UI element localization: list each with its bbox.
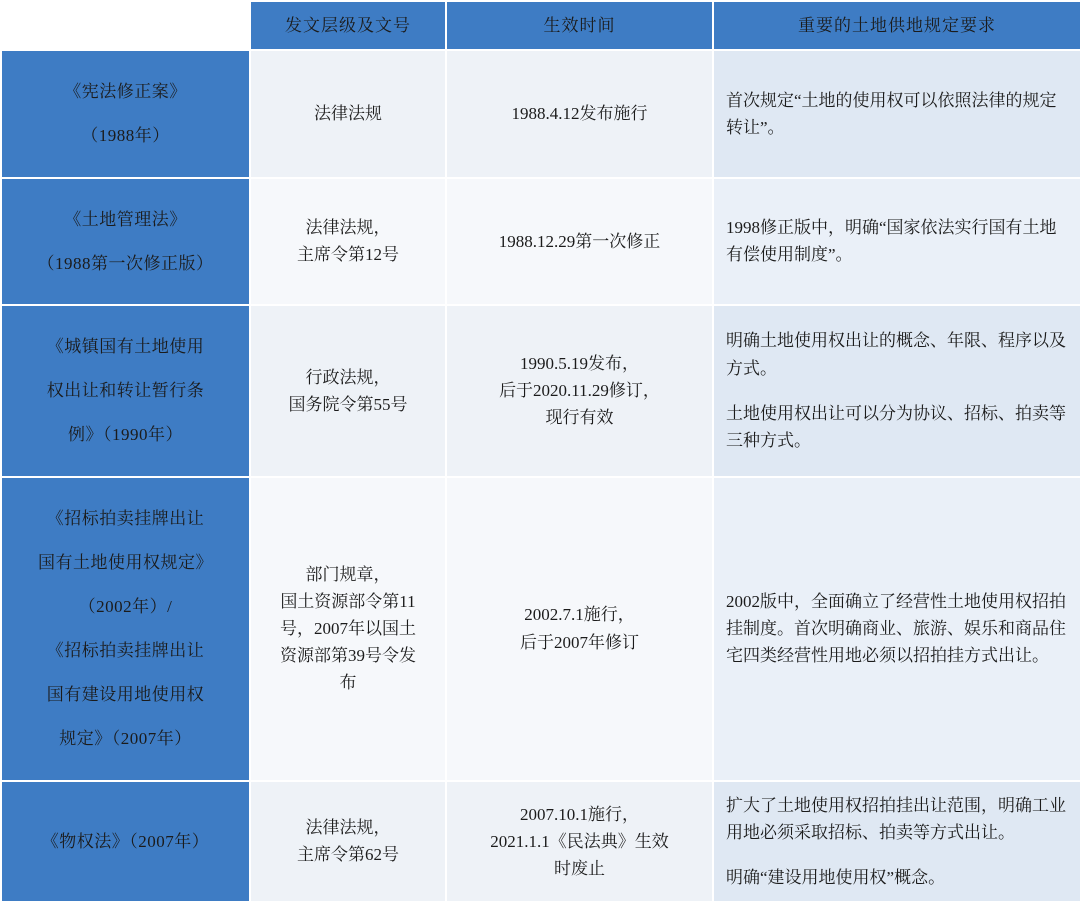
row-label-line: 权出让和转让暂行条 <box>46 381 205 401</box>
row-label-line: （1988年） <box>81 126 170 146</box>
cell-effective-date <box>446 50 713 177</box>
row-label-line: 例》（1990年） <box>68 425 183 445</box>
cell-line: 法律法规， <box>305 218 391 238</box>
cell-line: 布 <box>339 673 357 693</box>
cell-level <box>250 305 446 477</box>
cell-line: 部门规章， <box>305 564 391 584</box>
cell-line: 国务院令第55号 <box>288 394 408 414</box>
requirement-paragraph: 首次规定“土地的使用权可以依照法律的规定转让”。 <box>726 90 1057 137</box>
table-row <box>1 477 1080 781</box>
row-label-line: 国有建设用地使用权 <box>46 685 205 705</box>
row-label-line: 国有土地使用权规定》 <box>38 552 213 572</box>
row-label-land-administration-law <box>1 178 250 305</box>
requirement-paragraph: 扩大了土地使用权招拍挂出让范围，明确工业用地必须采取招标、拍卖等方式出让。 <box>726 795 1066 842</box>
cell-line: 1988.12.29第一次修正 <box>498 231 661 251</box>
cell-line: 法律法规， <box>305 818 391 838</box>
cell-line: 主席令第62号 <box>297 845 399 865</box>
requirement-paragraph: 明确“建设用地使用权”概念。 <box>726 868 946 887</box>
cell-line: 时废止 <box>554 859 605 878</box>
cell-level <box>250 477 446 781</box>
row-label-line: 《物权法》（2007年） <box>41 831 210 851</box>
cell-level <box>250 781 446 903</box>
table-header-cell-requirements: 重要的土地供地规定要求 <box>713 1 1080 50</box>
cell-line: 后于2007年修订 <box>520 632 639 652</box>
cell-line: 2007.10.1施行， <box>520 804 639 824</box>
cell-requirements <box>713 305 1080 477</box>
cell-line: 现行有效 <box>545 408 614 428</box>
row-label-line: 《城镇国有土地使用 <box>46 336 205 356</box>
row-label-line: 规定》（2007年） <box>59 729 192 749</box>
cell-line: 1988.4.12发布施行 <box>511 104 648 124</box>
requirement-paragraph: 2002版中，全面确立了经营性土地使用权招拍挂制度。首次明确商业、旅游、娱乐和商品住宅四类经营性用地必须以招拍挂方式出让。 <box>726 591 1066 666</box>
cell-line: 号，2007年以国土 <box>280 618 416 638</box>
cell-requirements <box>713 781 1080 903</box>
requirement-paragraph: 1998修正版中，明确“国家依法实行国有土地有偿使用制度”。 <box>726 218 1057 265</box>
row-label-constitution-amendment <box>1 50 250 177</box>
table-header-cell-level: 发文层级及文号 <box>250 1 446 50</box>
row-label-property-law <box>1 781 250 903</box>
cell-line: 国土资源部令第11 <box>280 591 416 611</box>
row-label-line: 《招标拍卖挂牌出让 <box>46 641 205 661</box>
table-row <box>1 178 1080 305</box>
requirement-paragraph: 土地使用权出让可以分为协议、招标、拍卖等三种方式。 <box>726 403 1066 450</box>
cell-effective-date <box>446 305 713 477</box>
row-label-line: （2002年）/ <box>78 596 173 616</box>
table-row <box>1 50 1080 177</box>
cell-line: 1990.5.19发布， <box>520 353 639 373</box>
cell-effective-date <box>446 781 713 903</box>
cell-effective-date <box>446 477 713 781</box>
cell-effective-date <box>446 178 713 305</box>
row-label-line: （1988第一次修正版） <box>37 253 214 273</box>
requirement-paragraph: 明确土地使用权出让的概念、年限、程序以及方式。 <box>726 331 1066 378</box>
cell-requirements <box>713 477 1080 781</box>
row-label-line: 《土地管理法》 <box>64 209 187 229</box>
table-row <box>1 781 1080 903</box>
row-label-urban-state-land-use-interim-regulations <box>1 305 250 477</box>
table-header-cell-effective: 生效时间 <box>446 1 713 50</box>
cell-line: 主席令第12号 <box>297 245 399 265</box>
table-body <box>1 50 1080 902</box>
row-label-line: 《招标拍卖挂牌出让 <box>46 508 205 528</box>
table-header-row <box>1 1 1080 50</box>
row-label-bid-auction-listing-regulations <box>1 477 250 781</box>
table-header-cell-blank <box>1 1 250 50</box>
cell-requirements <box>713 50 1080 177</box>
row-label-line: 《宪法修正案》 <box>64 82 187 102</box>
cell-line: 资源部第39号令发 <box>280 646 416 666</box>
table-row <box>1 305 1080 477</box>
cell-line: 后于2020.11.29修订， <box>499 381 660 401</box>
table-header <box>1 1 1080 50</box>
cell-line: 2002.7.1施行， <box>524 605 635 625</box>
cell-requirements <box>713 178 1080 305</box>
cell-line: 2021.1.1《民法典》生效 <box>490 831 669 851</box>
cell-line: 行政法规， <box>305 367 391 387</box>
cell-line: 法律法规 <box>314 104 382 124</box>
cell-level <box>250 178 446 305</box>
cell-level <box>250 50 446 177</box>
